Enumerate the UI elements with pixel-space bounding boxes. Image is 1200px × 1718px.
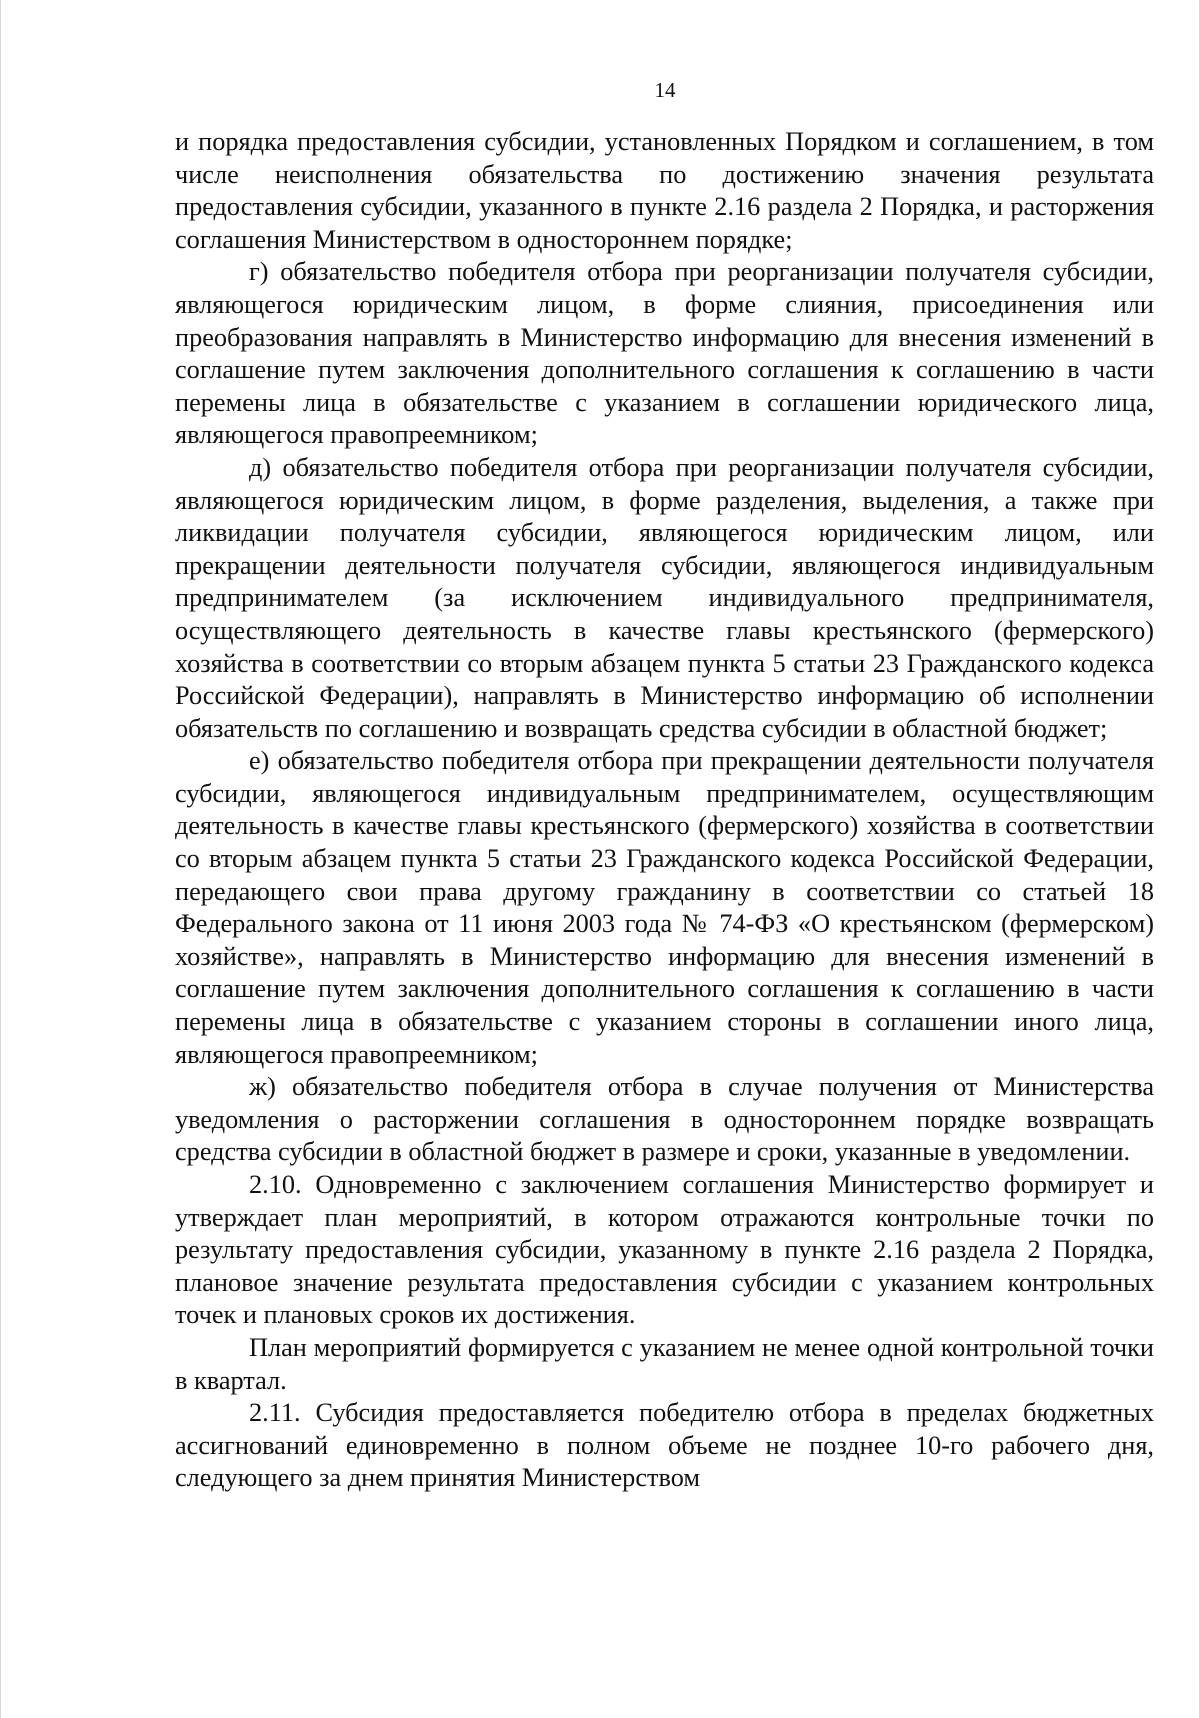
page-number: 14	[654, 78, 676, 102]
document-body	[175, 126, 1154, 1495]
paragraph-section-2-11: 2.11. Субсидия предоставляется победителю отбора в пределах бюджетных ассигнований единовременно в полном объеме не позднее 10-го рабочего дня, следующего за днем принятия Министерством	[175, 1398, 1154, 1493]
paragraph-item-g: г) обязательство победителя отбора при реорганизации получателя субсидии, являющегося юридическим лицом, в форме слияния, присоединения или преобразования направлять в Министерство информацию для внесения изменений в соглашение путем заключения дополнительного соглашения к соглашению в части перемены лица в обязательстве с указанием в соглашении юридического лица, являющегося правопреемником;	[175, 257, 1154, 450]
paragraph-continuation: и порядка предоставления субсидии, установленных Порядком и соглашением, в том числе неисполнения обязательства по достижению значения результата предоставления субсидии, указанного в пункте 2.16 раздела 2 Порядка, и расторжения соглашения Министерством в одностороннем порядке;	[175, 127, 1154, 254]
paragraph-item-zh: ж) обязательство победителя отбора в случае получения от Министерства уведомления о расторжении соглашения в одностороннем порядке возвращать средства субсидии в областной бюджет в размере и сроки, указанные в уведомлении.	[175, 1072, 1154, 1167]
paragraph-item-e: е) обязательство победителя отбора при прекращении деятельности получателя субсидии, являющегося индивидуальным предпринимателем, осуществляющим деятельность в качестве главы крестьянского (фермерского) хозяйства в соответствии со вторым абзацем пункта 5 статьи 23 Гражданского кодекса Российской Федерации, передающего свои права другому гражданину в соответствии со статьей 18 Федерального закона от 11 июня 2003 года № 74-ФЗ «О крестьянском (фермерском) хозяйстве», направлять в Министерство информацию для внесения изменений в соглашение путем заключения дополнительного соглашения к соглашению в части перемены лица в обязательстве с указанием стороны в соглашении иного лица, являющегося правопреемником;	[175, 746, 1154, 1069]
scan-edge-left	[0, 0, 1, 1718]
paragraph-action-plan: План мероприятий формируется с указанием не менее одной контрольной точки в квартал.	[175, 1332, 1154, 1395]
paragraph-item-d: д) обязательство победителя отбора при реорганизации получателя субсидии, являющегося юридическим лицом, в форме разделения, выделения, а также при ликвидации получателя субсидии, являющегося юридическим лицом, или прекращении деятельности получателя субсидии, являющегося индивидуальным предпринимателем (за исключением индивидуального предпринимателя, осуществляющего деятельность в качестве главы крестьянского (фермерского) хозяйства в соответствии со вторым абзацем пункта 5 статьи 23 Гражданского кодекса Российской Федерации), направлять в Министерство информацию об исполнении обязательств по соглашению и возвращать средства субсидии в областной бюджет;	[175, 452, 1154, 743]
paragraph-section-2-10: 2.10. Одновременно с заключением соглашения Министерство формирует и утверждает план мероприятий, в котором отражаются контрольные точки по результату предоставления субсидии, указанному в пункте 2.16 раздела 2 Порядка, плановое значение результата предоставления субсидии с указанием контрольных точек и плановых сроков их достижения.	[175, 1170, 1154, 1330]
